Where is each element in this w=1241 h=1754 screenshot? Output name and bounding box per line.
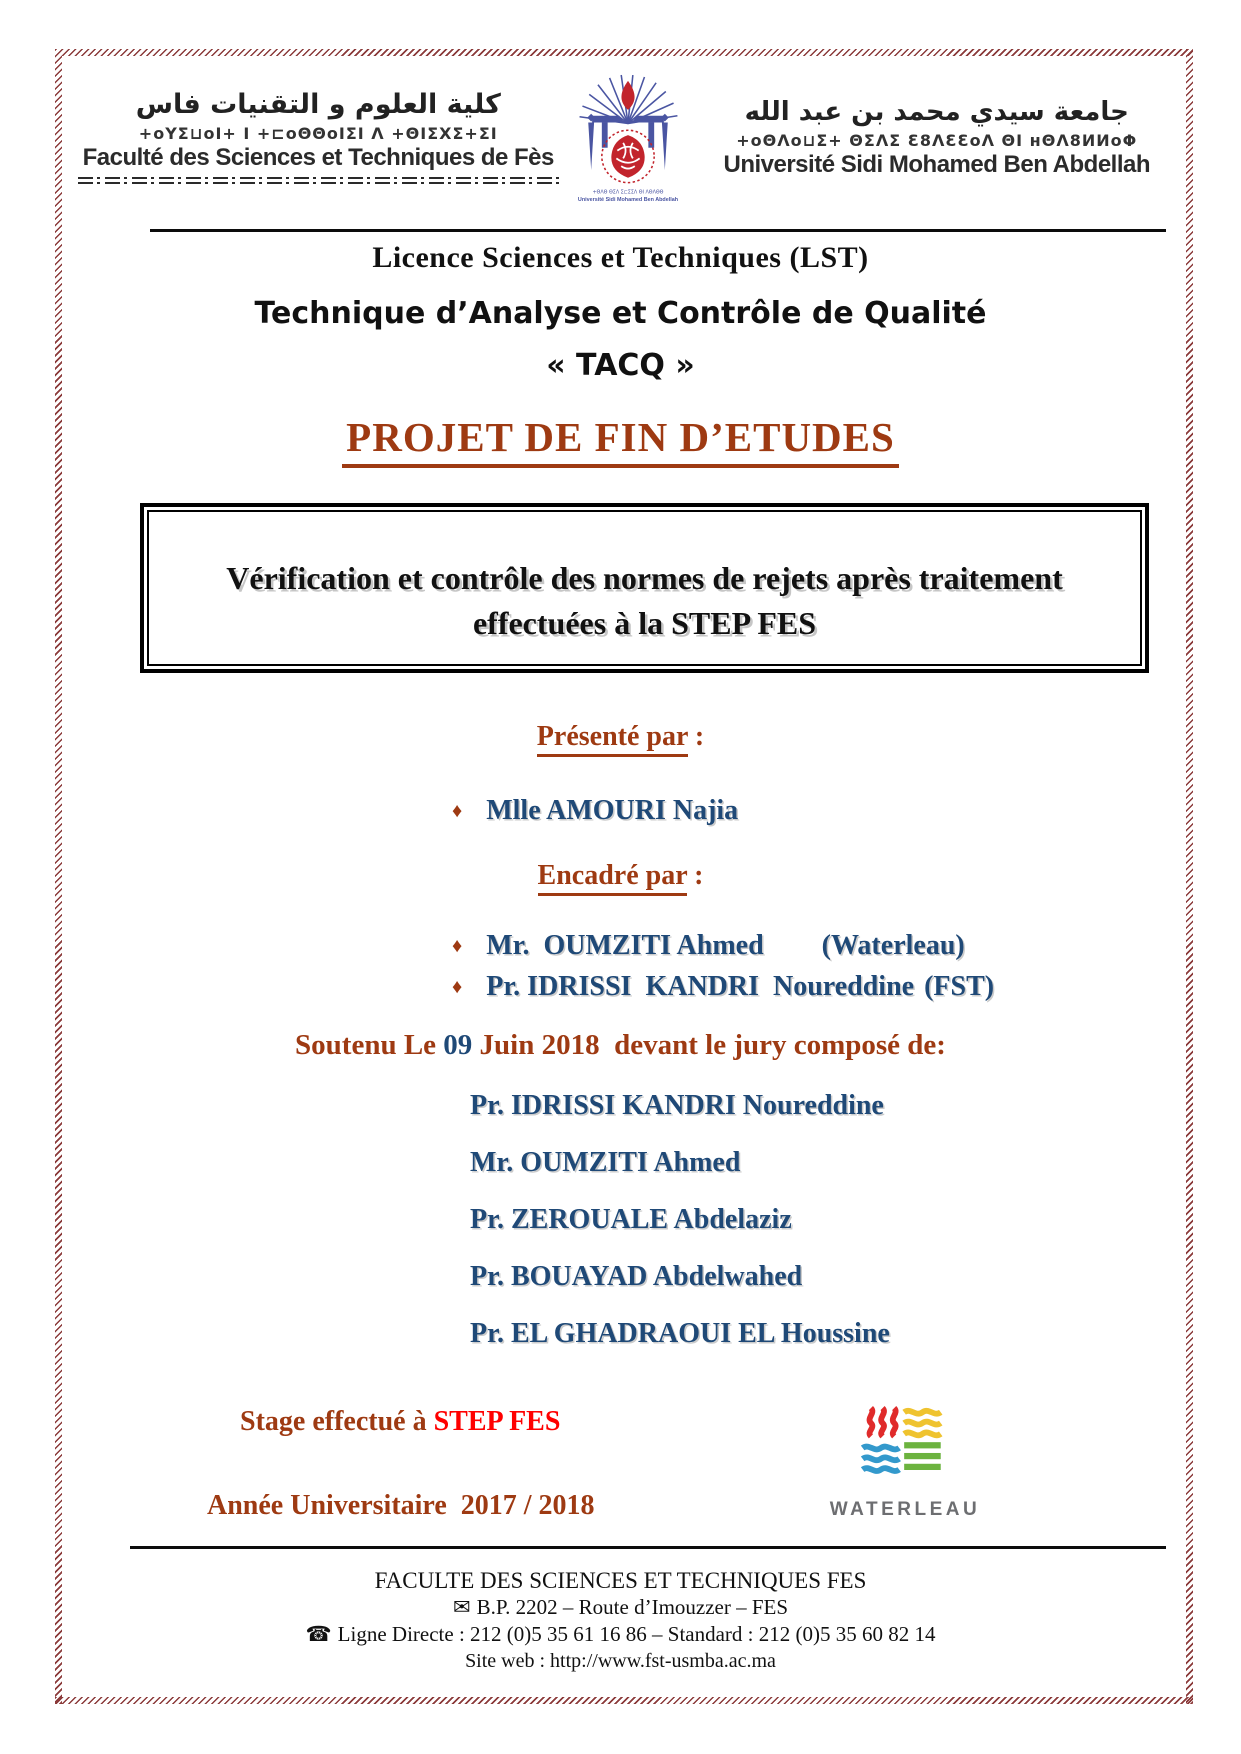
supervisor-name: Pr. IDRISSI KANDRI Noureddine bbox=[486, 971, 915, 1002]
report-type-text: PROJET DE FIN D’ETUDES bbox=[342, 413, 899, 468]
subject-box bbox=[140, 503, 1149, 673]
jury-list bbox=[470, 1089, 890, 1374]
subject-box-inner bbox=[147, 510, 1142, 666]
presented-by-colon: : bbox=[687, 721, 705, 752]
footer-address-line bbox=[0, 1594, 1241, 1621]
report-type-title bbox=[0, 413, 1241, 468]
footer-divider bbox=[130, 1546, 1166, 1549]
supervisor-affiliation: (Waterleau) bbox=[821, 930, 965, 961]
footer-website-line: Site web : http://www.fst-usmba.ac.ma bbox=[465, 1650, 776, 1672]
internship-statement bbox=[240, 1406, 560, 1438]
university-block bbox=[697, 62, 1178, 179]
presented-by-label: Présenté par bbox=[537, 721, 688, 757]
supervisor-item bbox=[452, 930, 965, 962]
specialty-title: Technique d’Analyse et Contrôle de Qualité bbox=[254, 296, 987, 331]
waterleau-red-waves bbox=[869, 1408, 895, 1436]
jury-member: Pr. EL GHADRAOUI EL Houssine bbox=[470, 1318, 890, 1349]
jury-member: Pr. BOUAYAD Abdelwahed bbox=[470, 1261, 803, 1292]
university-emblem-icon bbox=[565, 64, 691, 214]
internship-location: STEP FES bbox=[433, 1406, 561, 1437]
defense-date: 09 bbox=[443, 1029, 473, 1061]
waterleau-logo bbox=[812, 1399, 998, 1521]
subject-title-line1: Vérification et contrôle des normes de rejets après traitement bbox=[226, 559, 1063, 596]
specialty-acronym: « TACQ » bbox=[546, 348, 695, 383]
footer bbox=[0, 1567, 1241, 1675]
emblem-medallion bbox=[611, 135, 644, 178]
footer-phone-line bbox=[0, 1621, 1241, 1648]
faculty-block bbox=[78, 62, 559, 185]
student-item bbox=[452, 795, 738, 827]
mail-icon: ✉ bbox=[452, 1595, 471, 1619]
faculty-name-latin: Faculté des Sciences et Techniques de Fès bbox=[82, 143, 554, 171]
university-name-tifinagh: +oΘΛo⊔Σ+ ΘΣΛΣ Ɛ8ΛƐƐoΛ ΘΙ ʜΘΛ8ИИoΦ bbox=[736, 130, 1138, 150]
presented-by-heading bbox=[0, 721, 1241, 753]
faculty-name-arabic: كلية العلوم و التقنيات فاس bbox=[135, 89, 501, 120]
emblem-caption-latin: Université Sidi Mohamed Ben Abdellah bbox=[577, 197, 678, 204]
internship-prefix: Stage effectué à bbox=[240, 1406, 434, 1437]
supervised-by-heading bbox=[0, 860, 1241, 892]
waterleau-mark-icon bbox=[851, 1399, 959, 1487]
jury-member: Pr. ZEROUALE Abdelaziz bbox=[470, 1204, 792, 1235]
footer-faculty-line: FACULTE DES SCIENCES ET TECHNIQUES FES bbox=[374, 1568, 867, 1593]
page-border-bottom bbox=[55, 1697, 1193, 1704]
jury-member: Pr. IDRISSI KANDRI Noureddine bbox=[470, 1090, 884, 1121]
supervisor-name: Mr. OUMZITI Ahmed bbox=[486, 930, 764, 961]
emblem-caption-tifinagh: +ΘΛΘ ΘΣΛ Σ⊏ΣΣΛ ΘΙ ΛΘΛΘΘ bbox=[592, 190, 663, 196]
defense-statement bbox=[0, 1029, 1241, 1062]
defense-prefix: Soutenu Le bbox=[295, 1029, 444, 1061]
diamond-bullet-icon: ♦ bbox=[452, 976, 463, 998]
waterleau-wordmark: WATERLEAU bbox=[829, 1499, 981, 1520]
jury-member: Mr. OUMZITI Ahmed bbox=[470, 1147, 741, 1178]
supervised-by-label: Encadré par bbox=[538, 860, 688, 896]
program-title: Licence Sciences et Techniques (LST) bbox=[372, 241, 869, 274]
academic-year: Année Universitaire 2017 / 2018 bbox=[207, 1490, 595, 1521]
faculty-name-tifinagh: +oYΣ⊔oI+ I +⊏oΘΘoIΣI Λ +ΘIΣXΣ+ΣI bbox=[138, 123, 498, 143]
supervised-by-colon: : bbox=[687, 860, 704, 891]
defense-suffix: Juin 2018 devant le jury composé de: bbox=[472, 1029, 946, 1061]
waterleau-green-bars bbox=[904, 1442, 941, 1470]
student-name: Mlle AMOURI Najia bbox=[486, 795, 739, 826]
header-divider bbox=[150, 229, 1166, 232]
supervisor-affiliation: (FST) bbox=[924, 971, 995, 1002]
diamond-bullet-icon: ♦ bbox=[452, 935, 463, 957]
subject-title-line2: effectuées à la STEP FES bbox=[472, 605, 817, 641]
waterleau-blue-waves bbox=[863, 1447, 900, 1471]
phone-icon: ☎ bbox=[305, 1622, 332, 1646]
waterleau-yellow-waves bbox=[904, 1411, 941, 1435]
university-name-latin: Université Sidi Mohamed Ben Abdellah bbox=[723, 150, 1151, 178]
dash-dot-divider bbox=[78, 177, 559, 185]
footer-phone-text: Ligne Directe : 212 (0)5 35 61 16 86 – Standard : 212 (0)5 35 60 82 14 bbox=[337, 1622, 936, 1646]
supervisor-item bbox=[452, 971, 994, 1003]
footer-address-text: B.P. 2202 – Route d’Imouzzer – FES bbox=[476, 1595, 789, 1619]
header bbox=[78, 62, 1177, 214]
diamond-bullet-icon: ♦ bbox=[452, 800, 463, 822]
page-border-top bbox=[55, 49, 1193, 56]
university-name-arabic: جامعة سيدي محمد بن عبد الله bbox=[744, 97, 1129, 127]
